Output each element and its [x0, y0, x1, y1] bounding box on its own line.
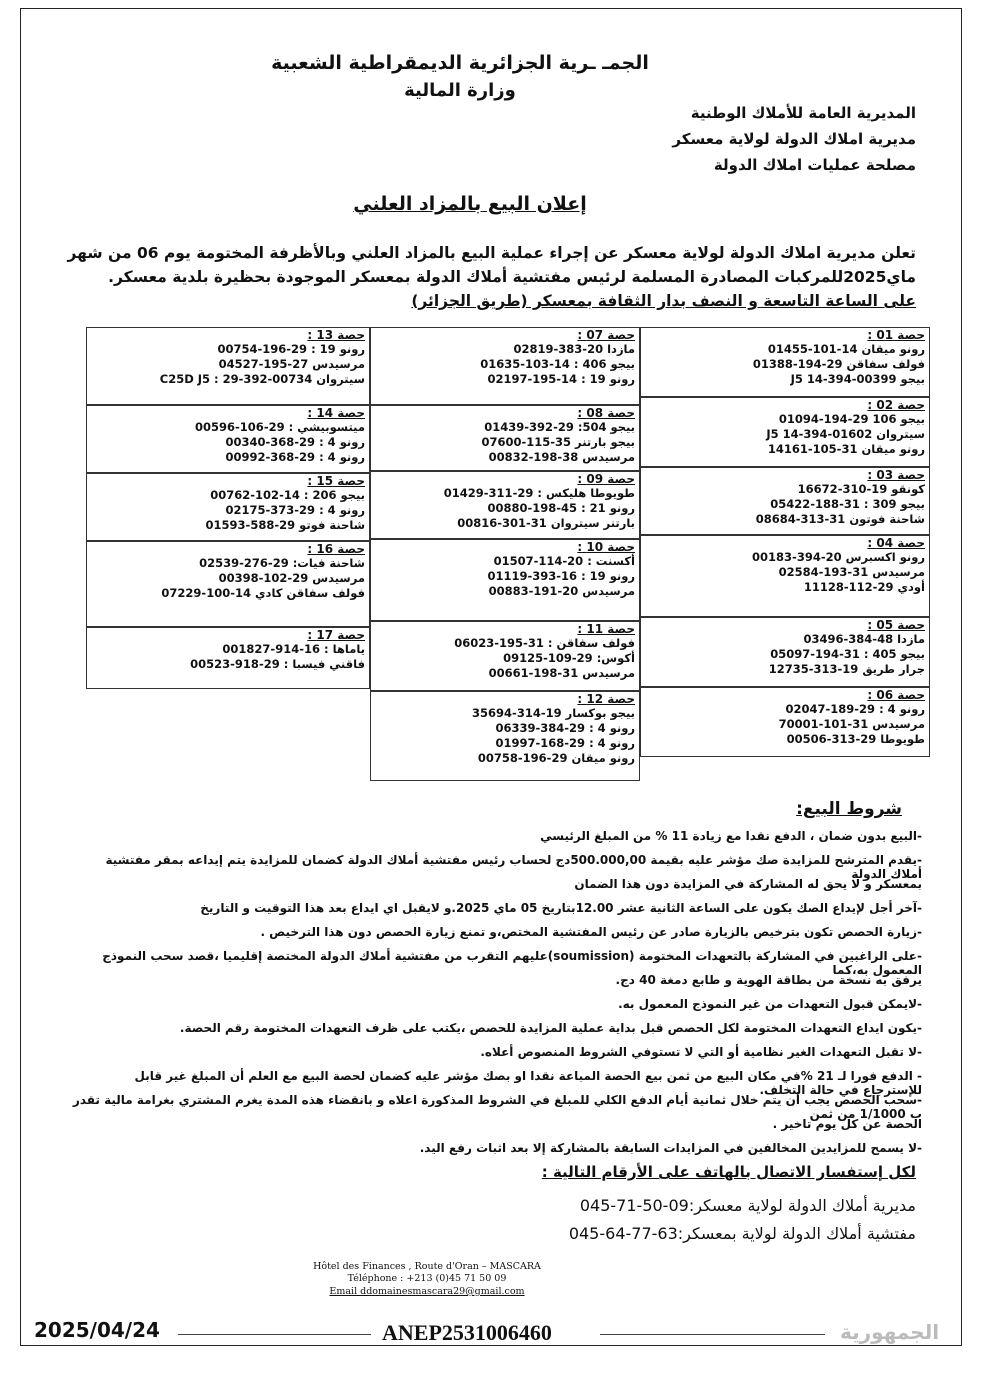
lot-label: حصة 16 :	[307, 542, 365, 556]
lot-item: رونو 4 : 29-168-01997	[495, 736, 635, 750]
lot-item: مازدا 20-383-02819	[513, 342, 635, 356]
condition-line: بمعسكر و لا يحق له المشاركة في المزايدة دون هذا الضمان	[574, 877, 922, 891]
lot-item: مرسيدس 38-198-00832	[488, 450, 635, 464]
lot-item: فولف سفاقن كادي 14-100-07229	[161, 586, 365, 600]
condition-line: -لا تقبل التعهدات الغير نظامية أو التي لا تستوفي الشروط المنصوص أعلاه.	[480, 1045, 922, 1059]
lot-item: فولف سفاقن 29-194-01388	[752, 357, 925, 371]
lot-item: بيجو 106 29-194-01094	[778, 412, 925, 426]
address-email: Email ddomainesmascara29@gmail.com	[329, 1286, 525, 1297]
lot-label: حصة 17 :	[307, 628, 365, 642]
lot-item: رونو 4 : 29-368-00340	[225, 435, 365, 449]
lot-item: مرسيدس 29-102-00398	[218, 571, 365, 585]
lot-label: حصة 14 :	[307, 406, 365, 420]
lot-item: فولف سفاقن : 31-195-06023	[454, 636, 635, 650]
lot-item: بيجو 405 : 31-194-05097	[770, 647, 925, 661]
lot-label: حصة 15 :	[307, 474, 365, 488]
contact-directorate-phone: مديرية أملاك الدولة لولاية معسكر:09-50-71-045	[579, 1196, 916, 1215]
condition-line: -على الراغبين في المشاركة بالتعهدات المختومة (soumission)عليهم التقرب من مفتشية أملاك الدولة المختصة إقليميا ،قصد سحب النموذج المعمول به،كما	[102, 949, 922, 977]
lot-item: أكسنت : 20-114-01507	[493, 554, 635, 568]
lot-item: بارتنر سيتروان 31-301-00816	[457, 516, 635, 530]
lot-box	[640, 617, 930, 687]
lot-item: بيجو 206 : 14-102-00762	[210, 488, 365, 502]
lot-label: حصة 13 :	[307, 328, 365, 342]
condition-line: يرفق به نسخة من بطاقة الهوية و طابع دمغة 40 دج.	[615, 973, 922, 987]
lot-label: حصة 02 :	[867, 398, 925, 412]
lot-box	[86, 327, 370, 405]
lot-item: أكوس: 29-109-09125	[503, 651, 635, 665]
lot-item: رونو 4 : 29-384-06339	[495, 721, 635, 735]
lot-item: رونو 19 : 29-196-00754	[217, 342, 365, 356]
lot-label: حصة 06 :	[867, 688, 925, 702]
lot-box	[86, 541, 370, 627]
lot-item: مرسيدس 31-193-02584	[778, 565, 925, 579]
lot-item: فاقني فيسبا : 29-918-00523	[190, 657, 365, 671]
condition-line: -آخر أجل لإيداع الصك يكون على الساعة الثانية عشر 12.00بتاريخ 05 ماي 2025.و لايقبل اي ايداع بعد هذا التوقيت و التاريخ	[200, 901, 922, 915]
lot-box	[370, 539, 640, 621]
lot-box	[86, 473, 370, 541]
lot-box	[86, 627, 370, 689]
lot-label: حصة 04 :	[867, 536, 925, 550]
anep-code: ANEP2531006460	[382, 1320, 552, 1345]
state-property-directorate: مديرية املاك الدولة لولاية معسكر	[672, 130, 916, 148]
footer-divider-right	[600, 1334, 825, 1335]
lot-label: حصة 03 :	[867, 468, 925, 482]
lot-item: رونو 4 : 29-189-02047	[785, 702, 925, 716]
lot-label: حصة 10 :	[577, 540, 635, 554]
condition-line: - الدفع فورا لـ 21 %في مكان البيع من ثمن بيع الحصة المباعة نقدا او بصك مؤشر عليه كضمان لحصة البيع مع العلم أن المبلغ غير قابل للإسترجاع في حالة التخلف.	[134, 1069, 922, 1097]
lot-box	[640, 535, 930, 617]
lot-label: حصة 11 :	[577, 622, 635, 636]
lot-item: رونو 4 : 29-373-02175	[225, 503, 365, 517]
intro-line-2: ماي2025للمركبات المصادرة المسلمة لرئيس مفتشية أملاك الدولة بمعسكر الموجودة بحظيرة بلدية معسكر.	[108, 268, 916, 286]
lot-label: حصة 08 :	[577, 406, 635, 420]
condition-line: -لايمكن قبول التعهدات من غير النموذج المعمول به.	[618, 997, 922, 1011]
intro-line-1: تعلن مديرية املاك الدولة لولاية معسكر عن إجراء عملية البيع بالمزاد العلني وبالأظرفة المختومة يوم 06 من شهر	[67, 244, 916, 262]
lot-label: حصة 01 :	[867, 328, 925, 342]
lot-item: ياماها : 16-914-001827	[222, 642, 365, 656]
lot-item: مرسيدس 31-101-70001	[778, 717, 925, 731]
lot-item: طويوطا هليكس : 29-311-01429	[443, 486, 635, 500]
condition-line: -زيارة الحصص تكون بترخيص بالزيارة صادر عن رئيس المفتشية المختص،و تمنع زيارة الحصص دون هذا الترخيص .	[260, 925, 922, 939]
lot-item: كونقو 19-310-16672	[797, 482, 925, 496]
publication-date: 2025/04/24	[34, 1318, 160, 1342]
lot-item: بيجو 309 : 31-188-05422	[770, 497, 925, 511]
intro-line-3: على الساعة التاسعة و النصف بدار الثقافة بمعسكر (طريق الجزائر)	[411, 292, 916, 310]
lot-item: بيجو بوكسار 19-314-35694	[472, 706, 635, 720]
address-line: Hôtel des Finances , Route d'Oran – MASCARA	[313, 1261, 541, 1272]
lot-box	[640, 467, 930, 535]
lot-item: بيجو J5 14-394-00399	[790, 372, 925, 386]
lot-item: ميتسوبيشي : 29-106-00596	[195, 420, 365, 434]
lot-item: شاحنة فوتون 31-313-08684	[755, 512, 925, 526]
lot-box	[370, 471, 640, 539]
lot-item: شاحنة فيات: 29-276-02539	[199, 556, 365, 570]
lot-box	[640, 687, 930, 757]
condition-line: -لا يسمح للمزايدين المخالفين في المزايدات السابقة بالمشاركة إلا بعد اثبات رفع اليد.	[419, 1141, 922, 1155]
republic-heading: الجمـ ـرية الجزائرية الديمقراطية الشعبية	[271, 52, 649, 74]
condition-line: -يكون ايداع التعهدات المختومة لكل الحصص قبل بداية عملية المزايدة للحصص ،يكتب على ظرف التعهدات المختومة رقم الحصة.	[179, 1021, 922, 1035]
lot-item: جرار طريق 19-313-12735	[768, 662, 925, 676]
lot-box	[86, 405, 370, 473]
general-directorate: المديرية العامة للأملاك الوطنية	[690, 104, 916, 122]
lot-item: رونو 19 : 16-393-01119	[487, 569, 635, 583]
lot-item: طويوطا 29-313-00506	[786, 732, 925, 746]
lot-box	[370, 621, 640, 691]
lot-item: بيجو 504: 29-392-01439	[484, 420, 635, 434]
lot-item: سيتروان J5 14-394-01602	[766, 427, 925, 441]
lot-box	[370, 327, 640, 405]
lot-item: أودي 29-112-11128	[803, 580, 925, 594]
lot-item: بيجو 406 : 14-103-01635	[480, 357, 635, 371]
lot-box	[370, 691, 640, 781]
lot-box	[370, 405, 640, 471]
lot-label: حصة 09 :	[577, 472, 635, 486]
lot-item: رونو ميقان 14-101-01455	[767, 342, 925, 356]
lot-item: بيجو بارتنر 35-115-07600	[481, 435, 635, 449]
lot-box	[640, 327, 930, 397]
footer-divider-left	[178, 1334, 371, 1335]
lot-box	[640, 397, 930, 467]
lot-item: سيتروان C25D J5 : 29-392-00734	[159, 372, 365, 386]
lot-label: حصة 12 :	[577, 692, 635, 706]
lot-label: حصة 07 :	[577, 328, 635, 342]
ministry-heading: وزارة المالية	[404, 80, 516, 101]
condition-line: -يقدم المترشح للمزايدة صك مؤشر عليه بقيمة 500.000,00دج لحساب رئيس مفتشية أملاك الدولة كضمان للمزايدة يتم إيداعه بمقر مفتشية أملاك الدولة	[105, 853, 922, 881]
condition-line: الحصة عن كل يوم تاخير .	[772, 1117, 922, 1131]
lot-item: شاحنة فوتو 29-588-01593	[205, 518, 365, 532]
lot-item: مرسيدس 27-195-04527	[218, 357, 365, 371]
contact-title: لكل إستفسار الاتصال بالهاتف على الأرقام التالية :	[541, 1163, 916, 1181]
condition-line: -البيع بدون ضمان ، الدفع نقدا مع زيادة 11 % من المبلغ الرئيسي	[540, 829, 922, 843]
lot-item: مازدا 48-384-03496	[803, 632, 925, 646]
lots-grid	[86, 327, 930, 783]
lot-item: رونو 21 : 45-198-00880	[487, 501, 635, 515]
announcement-title: إعلان البيع بالمزاد العلني	[353, 193, 587, 215]
lot-item: رونو 19 : 14-195-02197	[487, 372, 635, 386]
lot-item: رونو ميقان 29-196-00758	[477, 751, 635, 765]
lot-item: رونو اكسبرس 20-394-00183	[752, 550, 925, 564]
lot-item: مرسيدس 20-191-00883	[488, 584, 635, 598]
contact-inspection-phone: مفتشية أملاك الدولة لولاية بمعسكر:63-77-64-045	[568, 1224, 916, 1243]
lot-item: رونو ميقان 31-105-14161	[767, 442, 925, 456]
lot-item: رونو 4 : 29-368-00992	[225, 450, 365, 464]
address-phone: Téléphone : +213 (0)45 71 50 09	[347, 1273, 507, 1284]
newspaper-logo: الجمهورية	[840, 1320, 940, 1344]
conditions-title: شروط البيع:	[796, 799, 902, 819]
operations-service: مصلحة عمليات املاك الدولة	[713, 156, 916, 174]
lot-item: مرسيدس 31-198-00661	[488, 666, 635, 680]
condition-line: -سحب الحصص يجب أن يتم خلال ثمانية أيام الدفع الكلي للمبلغ في الشروط المذكورة اعلاه و بانقضاء هذه المدة يغرم المشتري بغرامة مالية تقدر ب 1/1000 من ثمن	[72, 1093, 922, 1121]
lot-label: حصة 05 :	[867, 618, 925, 632]
